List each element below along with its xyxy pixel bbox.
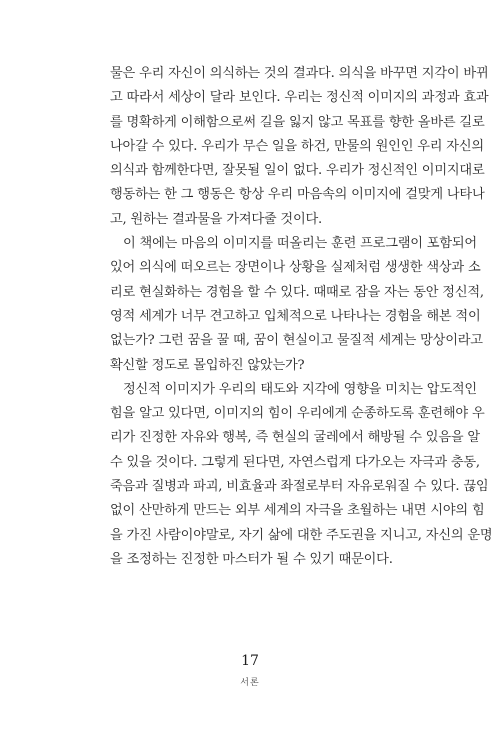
- text-line: 나아갈 수 있다. 우리가 무슨 일을 하건, 만물의 원인인 우리 자신의: [110, 138, 484, 154]
- text-line: 고 따라서 세상이 달라 보인다. 우리는 정신적 이미지의 과정과 효과: [110, 90, 489, 106]
- text-line: 없는가? 그런 꿈을 꿀 때, 꿈이 현실이고 물질적 세계는 망상이라고: [110, 333, 483, 349]
- text-line: 물은 우리 자신이 의식하는 것의 결과다. 의식을 바꾸면 지각이 바뀌: [110, 66, 489, 81]
- text-line: 리로 현실화하는 경험을 할 수 있다. 때때로 잠을 자는 동안 정신적,: [110, 284, 484, 300]
- text-line: 리가 진정한 자유와 행복, 즉 현실의 굴레에서 해방될 수 있음을 알: [110, 430, 480, 446]
- text-line: 의식과 함께한다면, 잘못될 일이 없다. 우리가 정신적인 이미지대로: [110, 163, 485, 179]
- paragraph: [110, 378, 493, 572]
- text-line: 정신적 이미지가 우리의 태도와 지각에 영향을 미치는 압도적인: [123, 381, 477, 397]
- text-line: 행동하는 한 그 행동은 항상 우리 마음속의 이미지에 걸맞게 나타나: [110, 187, 485, 203]
- paragraph: [110, 62, 489, 232]
- text-line: 영적 세계가 너무 견고하고 입체적으로 나타나는 경험을 해본 적이: [110, 308, 481, 324]
- text-line: 을 조정하는 진정한 마스터가 될 수 있기 때문이다.: [110, 551, 393, 567]
- paragraph: [110, 232, 484, 378]
- text-line: 수 있을 것이다. 그렇게 된다면, 자연스럽게 다가오는 자극과 충동,: [110, 454, 480, 470]
- text-line: 확신할 정도로 몰입하진 않았는가?: [110, 357, 305, 373]
- text-line: 을 가진 사람이야말로, 자기 삶에 대한 주도권을 지니고, 자신의 운명: [110, 527, 493, 543]
- text-line: 이 책에는 마음의 이미지를 떠올리는 훈련 프로그램이 포함되어: [123, 236, 477, 252]
- text-line: 없이 산만하게 만드는 외부 세계의 자극을 초월하는 내면 시야의 힘: [110, 503, 485, 519]
- page-number: 17: [241, 653, 259, 669]
- text-line: 있어 의식에 떠오르는 장면이나 상황을 실제처럼 생생한 색상과 소: [110, 260, 481, 276]
- text-line: 고, 원하는 결과물을 가져다줄 것이다.: [110, 211, 323, 227]
- text-line: 죽음과 질병과 파괴, 비효율과 좌절로부터 자유로워질 수 있다. 끊임: [110, 479, 489, 495]
- text-line: 를 명확하게 이해함으로써 길을 잃지 않고 목표를 향한 올바른 길로: [110, 114, 485, 130]
- text-line: 힘을 알고 있다면, 이미지의 힘이 우리에게 순종하도록 훈련해야 우: [110, 406, 485, 422]
- body-text: [110, 62, 493, 572]
- section-title: 서론: [240, 678, 260, 688]
